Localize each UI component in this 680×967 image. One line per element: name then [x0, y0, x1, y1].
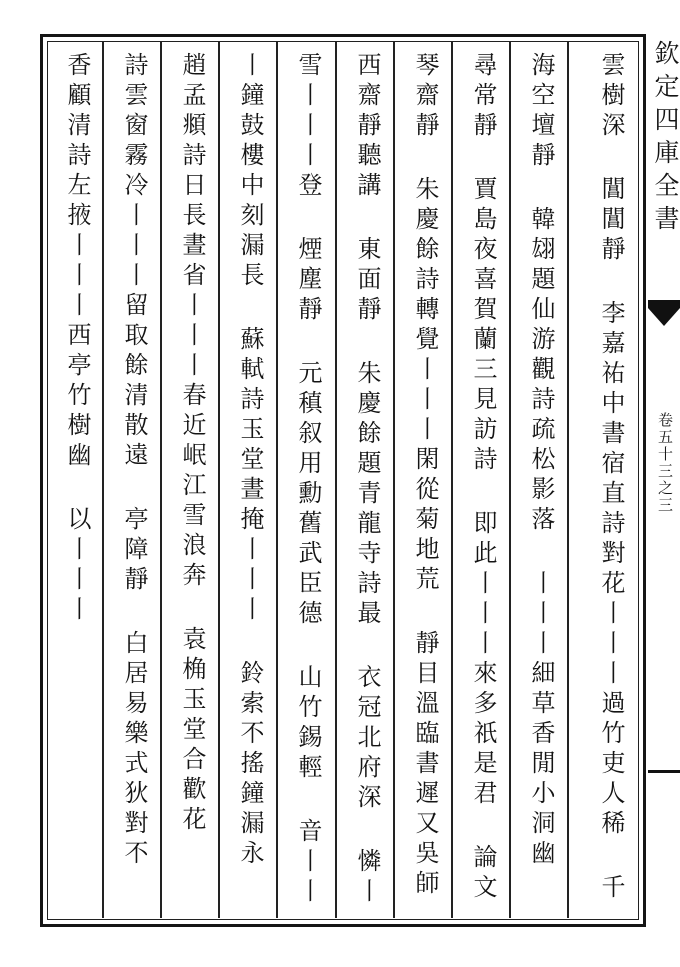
column-rule: [276, 42, 278, 918]
text-column-1: 雲樹深 閶閶靜 李嘉祐中書宿直詩對花丨丨丨過竹吏人稀 千: [597, 52, 625, 904]
column-rule: [218, 42, 220, 918]
column-rule: [102, 42, 104, 918]
text-column-5: 西齋靜聽講 東面靜 朱慶餘題青龍寺詩最 衣冠北府深 憐丨: [353, 52, 381, 908]
column-rule: [160, 42, 162, 918]
volume-label: 卷五十三之三: [656, 412, 674, 514]
text-column-7: 丨鐘鼓樓中刻漏長 蘇軾詩玉堂晝掩丨丨丨 鈴索不搖鐘漏永: [236, 52, 264, 870]
text-column-4: 琴齋靜 朱慶餘詩轉覺丨丨丨閑從菊地荒 靜目溫臨書遲又吳師: [411, 52, 439, 900]
text-column-9: 詩雲窗霧冷丨丨丨留取餘清散遠 亭障靜 白居易樂式狄對不: [120, 52, 148, 870]
fish-tail-mark: [648, 308, 680, 326]
column-rule: [567, 42, 569, 918]
book-title: 欽定四庫全書: [651, 40, 680, 238]
column-rule: [393, 42, 395, 918]
fish-tail-bar: [648, 300, 680, 308]
text-column-2: 海空壇靜 韓翃題仙游觀詩疏松影落 丨丨丨細草香閒小洞幽: [527, 52, 555, 870]
bottom-mark: [648, 770, 680, 773]
text-column-8: 趙孟頫詩日長晝省丨丨丨春近岷江雪浪奔 袁桷玉堂合歡花: [178, 52, 206, 836]
column-rule: [335, 42, 337, 918]
column-rule: [509, 42, 511, 918]
text-column-6: 雪丨丨丨登 煙塵靜 元稹叙用勳舊武臣德 山竹錫輕 音丨丨: [294, 52, 322, 908]
text-column-3: 尋常靜 賈島夜喜賀蘭三見訪詩 即此丨丨丨來多祇是君 論文: [469, 52, 497, 904]
column-rule: [451, 42, 453, 918]
text-column-10: 香顧清詩左掖丨丨丨西亭竹樹幽 以丨丨丨: [63, 52, 91, 626]
